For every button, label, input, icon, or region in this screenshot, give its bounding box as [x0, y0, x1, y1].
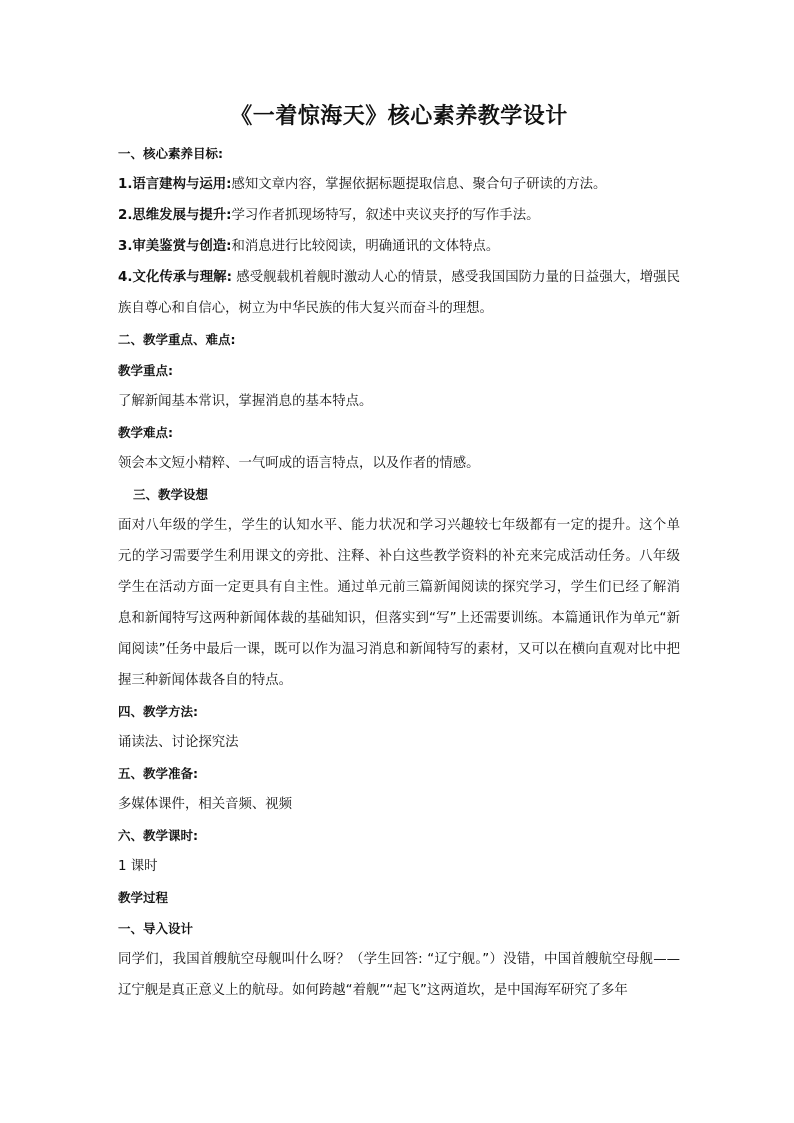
- section-heading-preparation: 五、教学准备:: [118, 766, 198, 781]
- goal-text: 和消息进行比较阅读，明确通讯的文体特点。: [231, 239, 500, 254]
- section-heading-key-points: 二、教学重点、难点:: [118, 332, 236, 347]
- goal-label: 4.文化传承与理解:: [118, 270, 232, 285]
- goal-label: 3.审美鉴赏与创造:: [118, 239, 232, 254]
- section-heading-methods: 四、教学方法:: [118, 704, 198, 719]
- goal-item: [118, 200, 680, 231]
- section-heading-concept: 三、教学设想: [133, 487, 209, 502]
- goal-text: 感知文章内容，掌握依据标题提取信息、聚合句子研读的方法。: [231, 177, 607, 192]
- goal-text: 感受舰载机着舰时激动人心的情景，感受我国国防力量的日益强大，增强民族自尊心和自信心，树立为中华民族的伟大复兴而奋斗的理想。: [118, 270, 680, 316]
- hours-text: 1 课时: [118, 859, 158, 874]
- preparation-text: 多媒体课件，相关音频、视频: [118, 797, 293, 812]
- section-heading-goals: 一、核心素养目标:: [118, 146, 223, 161]
- section-heading-hours: 六、教学课时:: [118, 828, 198, 843]
- key-point-text: 了解新闻基本常识，掌握消息的基本特点。: [118, 394, 373, 409]
- difficulty-text: 领会本文短小精粹、一气呵成的语言特点，以及作者的情感。: [118, 456, 480, 471]
- document-title: 《一着惊海天》核心素养教学设计: [230, 104, 568, 129]
- subheading-key-point: 教学重点:: [118, 363, 173, 378]
- methods-text: 诵读法、讨论探究法: [118, 735, 239, 750]
- section-heading-intro: 一、导入设计: [118, 921, 194, 936]
- document-page: [118, 102, 680, 1006]
- section-heading-process: 教学过程: [118, 890, 169, 905]
- goal-text: 学习作者抓现场特写，叙述中夹议夹抒的写作手法。: [231, 208, 540, 223]
- goal-item: [118, 231, 680, 262]
- subheading-difficulty: 教学难点:: [118, 425, 173, 440]
- concept-text: 面对八年级的学生，学生的认知水平、能力状况和学习兴趣较七年级都有一定的提升。这个单元的学习需要学生利用课文的旁批、注释、补白这些教学资料的补充来完成活动任务。八年级学生在活动方面一定更具有自主性。通过单元前三篇新闻阅读的探究学习，学生们已经了解消息和新闻特写这两种新闻体裁的基础知识，但落实到“写”上还需要训练。本篇通讯作为单元“新闻阅读”任务中最后一课，既可以作为温习消息和新闻特写的素材，又可以在横向直观对比中把握三种新闻体裁各自的特点。: [118, 518, 680, 688]
- goal-item: [118, 169, 680, 200]
- goal-item: [118, 262, 680, 324]
- goal-label: 2.思维发展与提升:: [118, 208, 232, 223]
- intro-text: 同学们，我国首艘航空母舰叫什么呀？（学生回答: “辽宁舰。”）没错，中国首艘航空母舰——辽宁舰是真正意义上的航母。如何跨越“着舰”“起飞”这两道坎，是中国海军研究了多年: [118, 952, 680, 998]
- goal-label: 1.语言建构与运用:: [118, 177, 232, 192]
